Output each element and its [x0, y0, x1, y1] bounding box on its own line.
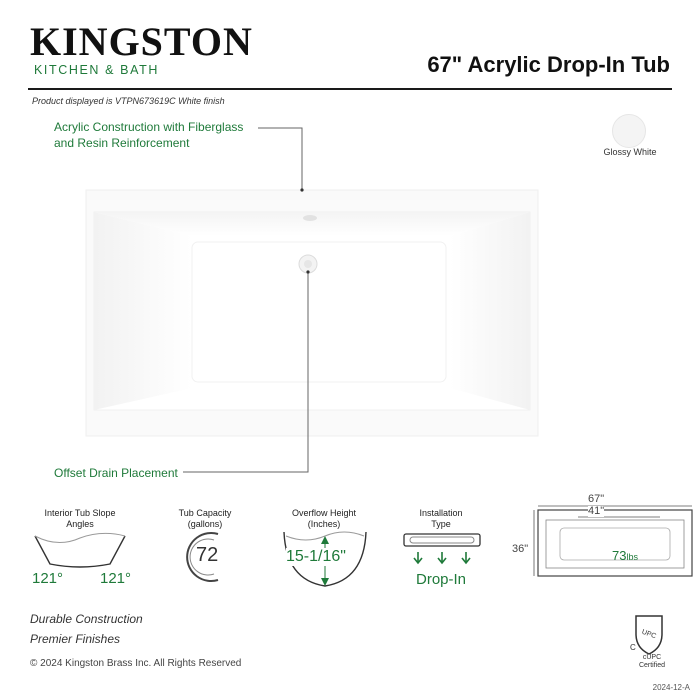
cert-label: cUPC Certified	[638, 654, 666, 669]
overflow-label: Overflow Height (Inches)	[291, 508, 357, 529]
capacity-label: Tub Capacity (gallons)	[178, 508, 232, 529]
copyright: © 2024 Kingston Brass Inc. All Rights Reserved	[30, 658, 242, 669]
finish-label: Glossy White	[603, 147, 657, 157]
slope-icon	[30, 530, 130, 570]
capacity-value: 72	[196, 544, 219, 566]
slope-right-value: 121°	[100, 570, 132, 587]
overflow-value: 15-1/16"	[286, 548, 346, 565]
cert-c: C	[630, 643, 636, 652]
page-title: 67" Acrylic Drop-In Tub	[427, 52, 670, 77]
drain-callout: Offset Drain Placement	[54, 466, 178, 480]
product-displayed-note: Product displayed is VTPN673619C White finish	[32, 96, 225, 106]
dim-length: 67"	[588, 493, 605, 505]
construction-callout-line1: Acrylic Construction with Fiberglass	[54, 120, 244, 134]
upc-mark-text: UPC	[640, 628, 657, 641]
brand-logo: KINGSTON	[30, 19, 253, 64]
construction-callout	[54, 119, 243, 151]
brand-subtitle: KITCHEN & BATH	[34, 63, 159, 77]
install-icon	[402, 530, 484, 570]
feature-finishes: Premier Finishes	[30, 632, 121, 646]
document-code: 2024-12-A	[652, 683, 690, 692]
slope-label: Interior Tub Slope Angles	[44, 508, 116, 529]
install-value: Drop-In	[416, 571, 467, 588]
dim-width: 36"	[512, 543, 529, 555]
install-label: Installation Type	[419, 508, 463, 529]
feature-durable: Durable Construction	[30, 612, 143, 626]
slope-left-value: 121°	[32, 570, 64, 587]
dim-inner-length: 41"	[588, 505, 605, 517]
weight-value: 73	[612, 548, 627, 563]
construction-callout-line2: and Resin Reinforcement	[54, 136, 190, 150]
weight-readout	[612, 547, 638, 565]
weight-unit: lbs	[626, 552, 638, 562]
